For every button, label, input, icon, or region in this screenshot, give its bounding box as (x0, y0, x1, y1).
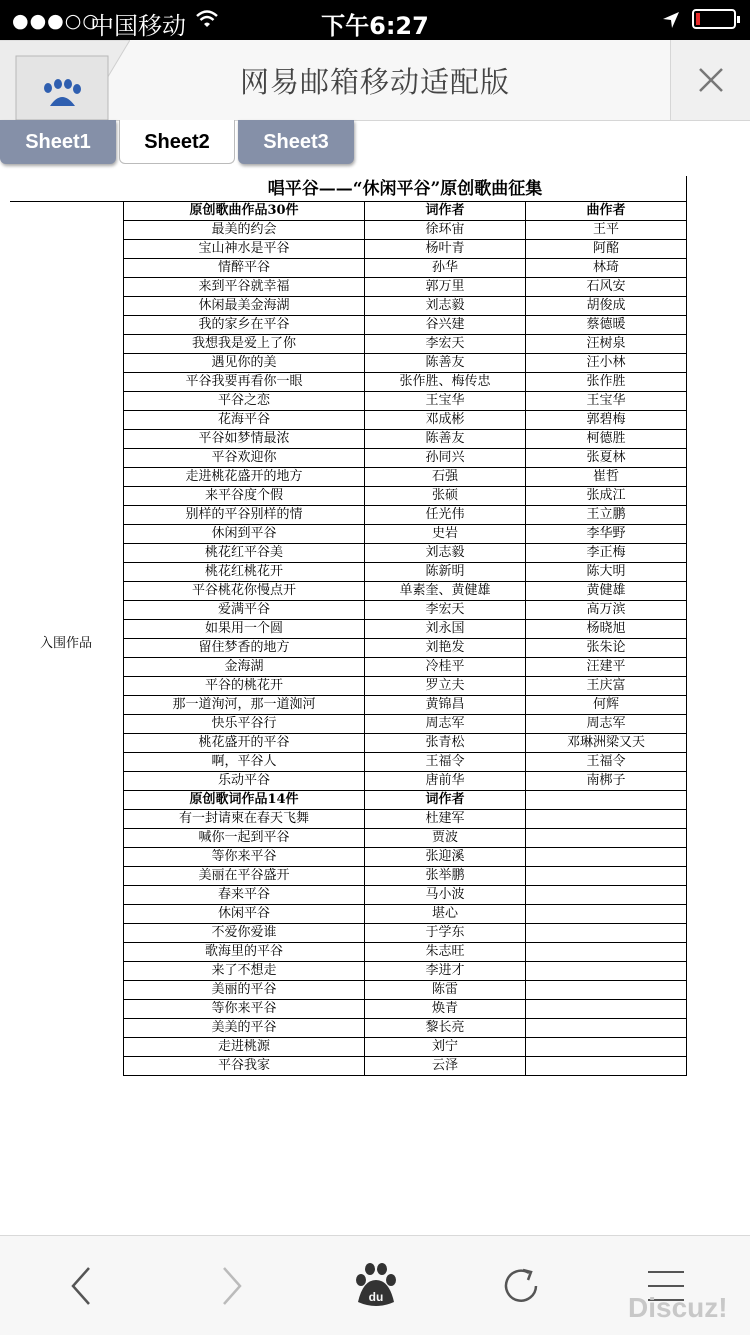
table-row (124, 468, 687, 487)
table-cell: 快乐平谷行 (124, 715, 365, 734)
table-cell (526, 943, 687, 962)
table-cell: 石强 (365, 468, 526, 487)
table-cell: 南梆子 (526, 772, 687, 791)
table-row (124, 354, 687, 373)
refresh-icon[interactable] (499, 1264, 543, 1308)
table-cell: 爱满平谷 (124, 601, 365, 620)
table-cell: 我的家乡在平谷 (124, 316, 365, 335)
table-cell (526, 1057, 687, 1076)
table-cell (526, 829, 687, 848)
table-cell: 史岩 (365, 525, 526, 544)
table-row (124, 392, 687, 411)
table-cell: 王宝华 (526, 392, 687, 411)
table-cell: 高万滨 (526, 601, 687, 620)
carrier-name: 中国移动 (90, 12, 186, 40)
table-cell: 金海湖 (124, 658, 365, 677)
table-cell: 朱志旺 (365, 943, 526, 962)
table-cell: 汪小林 (526, 354, 687, 373)
table-cell: 周志军 (526, 715, 687, 734)
table-row (124, 1000, 687, 1019)
table-cell: 休闲平谷 (124, 905, 365, 924)
table-cell: 别样的平谷别样的情 (124, 506, 365, 525)
table-cell (526, 962, 687, 981)
table-cell: 平谷我家 (124, 1057, 365, 1076)
table-cell: 桃花红平谷美 (124, 544, 365, 563)
table-cell: 王立鹏 (526, 506, 687, 525)
table-cell: 原创歌词作品14件 (124, 791, 365, 810)
baidu-paw-icon[interactable] (353, 1260, 399, 1308)
table-cell: 那一道洵河，那一道洳河 (124, 696, 365, 715)
table-cell: 平谷之恋 (124, 392, 365, 411)
table-cell: 张举鹏 (365, 867, 526, 886)
table-cell: 张作胜 (526, 373, 687, 392)
table-cell: 来到平谷就幸福 (124, 278, 365, 297)
table-cell: 美美的平谷 (124, 1019, 365, 1038)
table-cell: 郭万里 (365, 278, 526, 297)
table-row (124, 696, 687, 715)
table-row (124, 677, 687, 696)
table-cell (526, 924, 687, 943)
table-row (124, 848, 687, 867)
table-row (124, 924, 687, 943)
table-row (124, 544, 687, 563)
table-row (124, 886, 687, 905)
table-cell: 于学东 (365, 924, 526, 943)
status-time: 下午6:27 (321, 12, 429, 40)
table-cell: 刘志毅 (365, 544, 526, 563)
table-cell: 陈大明 (526, 563, 687, 582)
table-row (124, 1019, 687, 1038)
battery-icon (692, 9, 736, 29)
table-row (124, 525, 687, 544)
table-cell: 最美的约会 (124, 221, 365, 240)
table-cell: 张作胜、梅传忠 (365, 373, 526, 392)
table-row (124, 962, 687, 981)
table-cell: 何辉 (526, 696, 687, 715)
table-cell: 花海平谷 (124, 411, 365, 430)
table-cell: 汪建平 (526, 658, 687, 677)
table-row (124, 658, 687, 677)
table-cell: 词作者 (365, 791, 526, 810)
table-cell: 邓成彬 (365, 411, 526, 430)
table-cell: 张夏林 (526, 449, 687, 468)
svg-text:du: du (368, 1290, 384, 1304)
app-header (0, 40, 750, 121)
table-cell: 柯德胜 (526, 430, 687, 449)
table-row (124, 259, 687, 278)
table-cell: 堪心 (365, 905, 526, 924)
table-cell: 黄健雄 (526, 582, 687, 601)
table-cell: 张青松 (365, 734, 526, 753)
table-cell (526, 867, 687, 886)
table-cell (526, 810, 687, 829)
table-cell: 王福令 (365, 753, 526, 772)
table-cell: 贾波 (365, 829, 526, 848)
table-cell: 冷桂平 (365, 658, 526, 677)
table-row (124, 487, 687, 506)
table-cell: 休闲到平谷 (124, 525, 365, 544)
table-cell: 刘宁 (365, 1038, 526, 1057)
table-cell: 谷兴建 (365, 316, 526, 335)
table-cell: 陈新明 (365, 563, 526, 582)
table-row (124, 943, 687, 962)
tab-sheet1[interactable]: Sheet1 (0, 120, 116, 164)
table-cell: 喊你一起到平谷 (124, 829, 365, 848)
table-cell: 宝山神水是平谷 (124, 240, 365, 259)
forward-icon[interactable] (208, 1264, 252, 1308)
table-cell: 张成江 (526, 487, 687, 506)
table-row (124, 316, 687, 335)
table-cell: 桃花红桃花开 (124, 563, 365, 582)
table-cell: 有一封请柬在春天飞舞 (124, 810, 365, 829)
table-row (124, 905, 687, 924)
table-cell: 孙华 (365, 259, 526, 278)
watermark: Discuz! (628, 1292, 728, 1323)
table-row (124, 772, 687, 791)
table-cell: 走进桃源 (124, 1038, 365, 1057)
table-cell: 平谷如梦情最浓 (124, 430, 365, 449)
table-cell: 平谷欢迎你 (124, 449, 365, 468)
table-cell: 蔡德暖 (526, 316, 687, 335)
table-row (124, 601, 687, 620)
table-row (124, 582, 687, 601)
table-cell: 原创歌曲作品30件 (124, 202, 365, 221)
table-cell: 李华野 (526, 525, 687, 544)
table-cell: 刘艳发 (365, 639, 526, 658)
table-cell: 黄锦昌 (365, 696, 526, 715)
table-cell (526, 1019, 687, 1038)
table-cell: 陈善友 (365, 430, 526, 449)
table-cell (526, 1000, 687, 1019)
table-row (124, 1038, 687, 1057)
table-row (124, 829, 687, 848)
table-cell: 刘志毅 (365, 297, 526, 316)
table-cell: 石风安 (526, 278, 687, 297)
table-cell: 胡俊成 (526, 297, 687, 316)
table-cell: 孙同兴 (365, 449, 526, 468)
tab-sheet2[interactable]: Sheet2 (119, 120, 235, 164)
table-cell: 平谷桃花你慢点开 (124, 582, 365, 601)
table-cell: 陈善友 (365, 354, 526, 373)
table-row (124, 373, 687, 392)
table-cell (526, 1038, 687, 1057)
table-cell: 美丽的平谷 (124, 981, 365, 1000)
table-cell: 来平谷度个假 (124, 487, 365, 506)
close-button[interactable] (670, 40, 750, 120)
table-row (124, 620, 687, 639)
table-cell: 周志军 (365, 715, 526, 734)
table-cell: 任光伟 (365, 506, 526, 525)
table-cell: 王平 (526, 221, 687, 240)
table-cell: 杨叶青 (365, 240, 526, 259)
table-cell: 我想我是爱上了你 (124, 335, 365, 354)
table-cell: 焕青 (365, 1000, 526, 1019)
tab-sheet3[interactable]: Sheet3 (238, 120, 354, 164)
table-header-row (124, 202, 687, 221)
signal-strength: ●●●○○ (12, 10, 100, 32)
table-cell: 陈雷 (365, 981, 526, 1000)
table-cell: 杜建军 (365, 810, 526, 829)
table-row (124, 221, 687, 240)
location-arrow-icon (662, 11, 680, 29)
table-cell: 张硕 (365, 487, 526, 506)
table-cell: 郭碧梅 (526, 411, 687, 430)
table-cell (526, 848, 687, 867)
table-cell: 啊，平谷人 (124, 753, 365, 772)
table-cell: 美丽在平谷盛开 (124, 867, 365, 886)
status-bar (0, 0, 750, 40)
table-cell: 王宝华 (365, 392, 526, 411)
table-row (124, 734, 687, 753)
table-cell: 乐动平谷 (124, 772, 365, 791)
table-cell: 杨晓旭 (526, 620, 687, 639)
table-cell: 唐前华 (365, 772, 526, 791)
table-cell (526, 905, 687, 924)
table-cell: 李正梅 (526, 544, 687, 563)
table-cell: 春来平谷 (124, 886, 365, 905)
table-cell: 王福令 (526, 753, 687, 772)
table-row (124, 981, 687, 1000)
table-cell: 单素奎、黄健雄 (365, 582, 526, 601)
table-cell: 阿酩 (526, 240, 687, 259)
song-table (123, 201, 687, 1076)
table-cell: 等你来平谷 (124, 848, 365, 867)
table-row (124, 411, 687, 430)
table-row (124, 449, 687, 468)
table-cell: 黎长亮 (365, 1019, 526, 1038)
table-cell: 邓琳洲梁又天 (526, 734, 687, 753)
table-cell: 走进桃花盛开的地方 (124, 468, 365, 487)
table-cell (526, 981, 687, 1000)
baidu-logo-tab[interactable] (0, 40, 130, 120)
table-cell: 汪树泉 (526, 335, 687, 354)
table-cell: 词作者 (365, 202, 526, 221)
table-cell: 歌海里的平谷 (124, 943, 365, 962)
table-row (124, 240, 687, 259)
table-cell: 曲作者 (526, 202, 687, 221)
table-row (124, 506, 687, 525)
table-cell: 李宏天 (365, 335, 526, 354)
table-cell: 云泽 (365, 1057, 526, 1076)
table-cell: 王庆富 (526, 677, 687, 696)
table-cell: 不爱你爱谁 (124, 924, 365, 943)
table-cell: 李宏天 (365, 601, 526, 620)
table-cell: 林琦 (526, 259, 687, 278)
close-icon (671, 40, 750, 120)
table-cell: 马小波 (365, 886, 526, 905)
side-label: 入围作品 (40, 636, 93, 651)
table-cell: 休闲最美金海湖 (124, 297, 365, 316)
table-cell (526, 886, 687, 905)
divider (686, 176, 687, 202)
table-cell: 留住梦香的地方 (124, 639, 365, 658)
table-cell: 崔哲 (526, 468, 687, 487)
table-row (124, 753, 687, 772)
sheet-tabs (0, 120, 750, 166)
table-cell: 罗立夫 (365, 677, 526, 696)
sheet-title: 唱平谷——“休闲平谷”原创歌曲征集 (267, 179, 543, 199)
table-cell: 遇见你的美 (124, 354, 365, 373)
table-cell: 张朱论 (526, 639, 687, 658)
table-row (124, 278, 687, 297)
table-row (124, 810, 687, 829)
table-cell (526, 791, 687, 810)
table-cell: 如果用一个圆 (124, 620, 365, 639)
table-cell: 刘永国 (365, 620, 526, 639)
table-row (124, 715, 687, 734)
table-row (124, 639, 687, 658)
table-cell: 来了不想走 (124, 962, 365, 981)
table-cell: 张迎溪 (365, 848, 526, 867)
table-row (124, 1057, 687, 1076)
table-header-row (124, 791, 687, 810)
table-row (124, 430, 687, 449)
table-cell: 李进才 (365, 962, 526, 981)
table-cell: 平谷的桃花开 (124, 677, 365, 696)
table-cell: 徐环宙 (365, 221, 526, 240)
table-cell: 等你来平谷 (124, 1000, 365, 1019)
back-icon[interactable] (61, 1264, 105, 1308)
page-title: 网易邮箱移动适配版 (239, 65, 510, 99)
table-cell: 平谷我要再看你一眼 (124, 373, 365, 392)
table-row (124, 563, 687, 582)
table-cell: 桃花盛开的平谷 (124, 734, 365, 753)
table-cell: 情醉平谷 (124, 259, 365, 278)
table-row (124, 297, 687, 316)
table-row (124, 335, 687, 354)
table-row (124, 867, 687, 886)
